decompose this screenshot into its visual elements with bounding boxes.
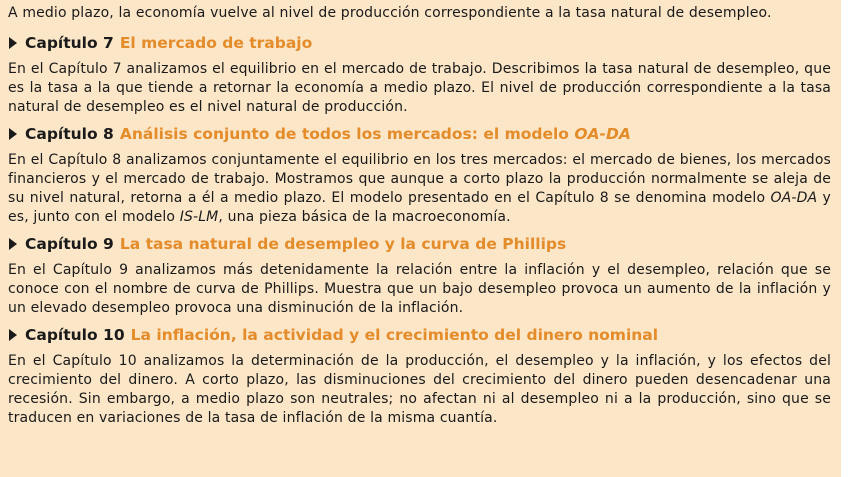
chapter-7-body: En el Capítulo 7 analizamos el equilibrio en el mercado de trabajo. Describimos la tasa natural de desempleo, que es la tasa a la que tiende a retornar la economía a medio plazo. El nivel de producción correspondiente a la tasa natural de desempleo es el nivel natural de producción. xyxy=(8,61,831,115)
chapter-title: El mercado de trabajo xyxy=(119,34,313,52)
chapter-9-heading xyxy=(8,233,831,255)
triangle-bullet-icon xyxy=(9,238,17,250)
chapter-title: La inflación, la actividad y el crecimiento del dinero nominal xyxy=(130,326,659,344)
triangle-bullet-icon xyxy=(9,37,17,49)
chapter-7-heading xyxy=(8,32,831,54)
intro-paragraph: A medio plazo, la economía vuelve al nivel de producción correspondiente a la tasa natural de desempleo. xyxy=(8,5,772,21)
chapter-number: Capítulo 7 xyxy=(25,34,114,52)
chapter-title-main: Análisis conjunto de todos los mercados: el modelo xyxy=(119,125,575,143)
section-chapter-10 xyxy=(8,324,831,428)
chapter-title: La tasa natural de desempleo y la curva de Phillips xyxy=(119,235,567,253)
chapter-8-body xyxy=(8,151,831,227)
chapter-8-heading xyxy=(8,123,831,145)
chapter-10-heading xyxy=(8,324,831,346)
triangle-bullet-icon xyxy=(9,329,17,341)
model-name-oa-da: OA-DA xyxy=(770,190,818,206)
body-text: En el Capítulo 8 analizamos conjuntamente el equilibrio en los tres mercados: el mercado de bienes, los mercados financieros y el mercado de trabajo. Mostramos que aunque a corto plazo la producción normalmente se aleja de su nivel natural, retorna a él a medio plazo. El modelo presentado en el Capítulo 8 se denomina modelo xyxy=(8,152,831,206)
chapter-10-body: En el Capítulo 10 analizamos la determinación de la producción, el desempleo y la inflación, y los efectos del crecimiento del dinero. A corto plazo, las disminuciones del crecimiento del dinero pueden desencadenar una recesión. Sin embargo, a medio plazo son neutrales; no afectan ni al desempleo ni a la producción, sino que se traducen en variaciones de la tasa de inflación de la misma cuantía. xyxy=(8,353,831,426)
chapter-number: Capítulo 9 xyxy=(25,235,114,253)
chapter-number: Capítulo 8 xyxy=(25,125,114,143)
chapter-title-model: OA-DA xyxy=(574,125,631,143)
chapter-title xyxy=(120,125,631,143)
body-text: , una pieza básica de la macroeconomía. xyxy=(218,209,511,225)
section-chapter-7 xyxy=(8,32,831,117)
section-chapter-8 xyxy=(8,123,831,227)
body-text: y es, junto con el modelo xyxy=(8,190,831,225)
triangle-bullet-icon xyxy=(9,128,17,140)
chapter-9-body: En el Capítulo 9 analizamos más detenidamente la relación entre la inflación y el desempleo, relación que se conoce con el nombre de curva de Phillips. Muestra que un bajo desempleo provoca un aumento de la inflación y un elevado desempleo provoca una disminución de la inflación. xyxy=(8,262,831,316)
model-name-is-lm: IS-LM xyxy=(179,209,219,225)
section-chapter-9 xyxy=(8,233,831,318)
chapter-number: Capítulo 10 xyxy=(25,326,125,344)
